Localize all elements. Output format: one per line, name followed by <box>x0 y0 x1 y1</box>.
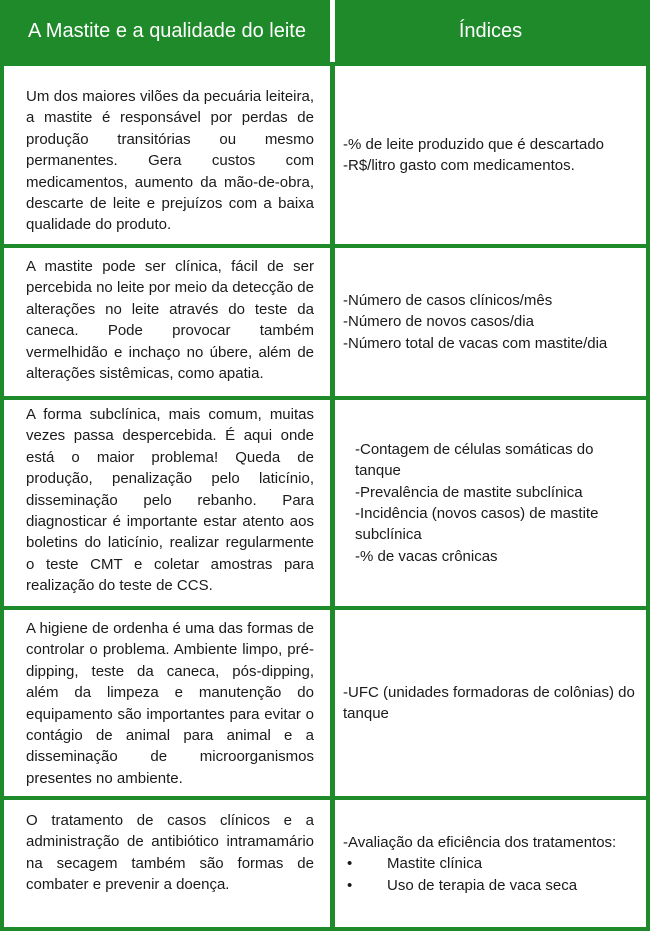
row-5-index-list <box>343 832 616 853</box>
row-2-indices <box>343 290 607 354</box>
header-mastitis-quality: A Mastite e a qualidade do leite <box>28 19 306 42</box>
row-5-bullet-list <box>343 853 616 896</box>
row-3-indices-cell <box>335 400 646 606</box>
row-2-indices-cell <box>335 248 646 396</box>
index-item: -UFC (unidades formadoras de colônias) do tanque <box>343 683 635 722</box>
index-item: -Número total de vacas com mastite/dia <box>343 334 608 352</box>
index-item: -Número de novos casos/dia <box>343 313 534 331</box>
row-2-description-cell <box>4 248 330 396</box>
row-5-description-cell <box>4 800 330 927</box>
row-1-description: Um dos maiores vilões da pecuária leiteira, a mastite é responsável por perdas de produção transitórias ou mesmo permanentes. Gera custos com medicamentos, aumento da mão-de-obra, descarte de leite e prejuízos com a baixa qualidade do produto. <box>26 88 314 234</box>
index-item: -Contagem de células somáticas do tanque <box>355 440 594 480</box>
index-item: -Avaliação da eficiência dos tratamentos: <box>343 834 617 851</box>
row-4-description-cell <box>4 610 330 796</box>
index-item: -Prevalência de mastite subclínica <box>355 483 583 501</box>
row-3-indices <box>355 439 626 567</box>
row-3-description-cell <box>4 400 330 606</box>
row-1-indices-cell <box>335 66 646 244</box>
index-item: -R$/litro gasto com medicamentos. <box>343 157 575 174</box>
index-item: -Incidência (novos casos) de mastite subclínica <box>355 505 599 544</box>
row-5-description: O tratamento de casos clínicos e a administração de antibiótico intramamário na secagem também são formas de combater e prevenir a doença. <box>26 812 314 894</box>
index-item: -% de leite produzido que é descartado <box>343 135 605 153</box>
bullet-item: • Mastite clínica <box>343 853 616 874</box>
row-4-indices <box>343 682 640 725</box>
bullet-item: • Uso de terapia de vaca seca <box>343 875 616 896</box>
row-2-description: A mastite pode ser clínica, fácil de ser percebida no leite por meio da detecção de alterações no leite através do teste da caneca. Pode provocar também vermelhidão e inchaço no úbere, além de alterações sistêmicas, como apatia. <box>26 258 314 383</box>
row-4-indices-cell <box>335 610 646 796</box>
index-item: -% de vacas crônicas <box>355 547 498 565</box>
row-3-description: A forma subclínica, mais comum, muitas vezes passa despercebida. É aqui onde está o maior problema! Queda de produção, penalização pelo laticínio, disseminação pelo rebanho. Para diagnosticar é importante estar atento aos boletins do laticínio, realizar regularmente o teste CMT e coletar amostras para realização do teste de CCS. <box>26 406 314 595</box>
row-1-description-cell <box>4 66 330 244</box>
row-4-description: A higiene de ordenha é uma das formas de controlar o problema. Ambiente limpo, pré-dipping, teste da caneca, pós-dipping, além da limpeza e manutenção do equipamento são importantes para evitar o contágio de animal para animal e a disseminação de microorganismos presentes no ambiente. <box>26 620 314 787</box>
row-5-indices-cell <box>335 800 646 927</box>
row-1-indices <box>343 134 604 177</box>
row-5-indices <box>343 832 616 896</box>
header-indices: Índices <box>458 19 523 42</box>
index-item: -Número de casos clínicos/mês <box>343 291 553 309</box>
